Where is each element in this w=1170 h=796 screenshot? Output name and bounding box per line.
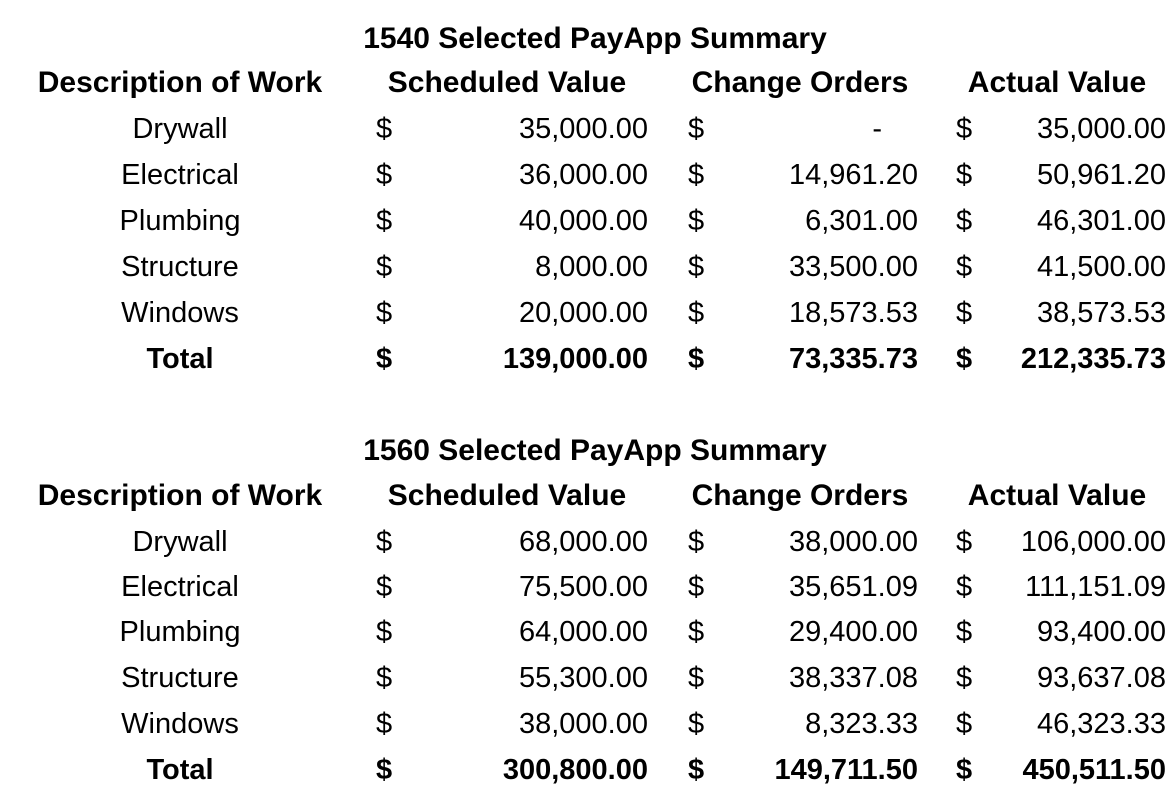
description-cell: Structure	[121, 251, 239, 283]
table-row	[0, 244, 1170, 290]
header-row	[0, 473, 1170, 519]
table-row	[0, 701, 1170, 747]
header-actual-value: Actual Value	[967, 66, 1147, 99]
actual-value-cell: 93,400.00	[1036, 616, 1166, 648]
table-row	[0, 152, 1170, 198]
actual-value-cell: 50,961.20	[1036, 159, 1166, 191]
scheduled-value-cell: 20,000.00	[518, 297, 648, 329]
currency-symbol: $	[376, 159, 393, 191]
total-scheduled-value: 139,000.00	[502, 343, 648, 375]
scheduled-value-cell: 35,000.00	[518, 113, 648, 145]
description-cell: Windows	[121, 708, 239, 740]
scheduled-value-cell: 8,000.00	[535, 251, 648, 283]
currency-symbol: $	[956, 662, 973, 694]
currency-symbol: $	[376, 343, 393, 375]
currency-symbol: $	[376, 662, 393, 694]
currency-symbol: $	[956, 159, 973, 191]
currency-symbol: $	[688, 159, 705, 191]
description-cell: Electrical	[121, 571, 239, 603]
scheduled-value-cell: 55,300.00	[518, 662, 648, 694]
description-cell: Structure	[121, 662, 239, 694]
change-orders-cell: 38,000.00	[788, 526, 918, 558]
currency-symbol: $	[376, 251, 393, 283]
currency-symbol: $	[956, 343, 973, 375]
scheduled-value-cell: 38,000.00	[518, 708, 648, 740]
total-label: Total	[146, 343, 214, 375]
currency-symbol: $	[376, 205, 393, 237]
currency-symbol: $	[688, 708, 705, 740]
change-orders-cell: 29,400.00	[788, 616, 918, 648]
currency-symbol: $	[688, 526, 705, 558]
currency-symbol: $	[688, 754, 705, 786]
header-scheduled-value: Scheduled Value	[387, 66, 627, 99]
scheduled-value-cell: 36,000.00	[518, 159, 648, 191]
header-description: Description of Work	[37, 66, 323, 99]
scheduled-value-cell: 40,000.00	[518, 205, 648, 237]
currency-symbol: $	[376, 526, 393, 558]
currency-symbol: $	[376, 708, 393, 740]
table-row	[0, 290, 1170, 336]
currency-symbol: $	[956, 251, 973, 283]
currency-symbol: $	[956, 708, 973, 740]
change-orders-cell: 6,301.00	[805, 205, 918, 237]
total-change-orders: 73,335.73	[788, 343, 918, 375]
currency-symbol: $	[376, 297, 393, 329]
currency-symbol: $	[376, 754, 393, 786]
actual-value-cell: 46,301.00	[1036, 205, 1166, 237]
actual-value-cell: 111,151.09	[1025, 571, 1166, 603]
currency-symbol: $	[376, 616, 393, 648]
header-change-orders: Change Orders	[691, 66, 909, 99]
header-description: Description of Work	[37, 479, 323, 512]
currency-symbol: $	[956, 526, 973, 558]
currency-symbol: $	[688, 205, 705, 237]
header-actual-value: Actual Value	[967, 479, 1147, 512]
currency-symbol: $	[376, 571, 393, 603]
actual-value-cell: 93,637.08	[1036, 662, 1166, 694]
currency-symbol: $	[956, 205, 973, 237]
description-cell: Electrical	[121, 159, 239, 191]
total-actual-value: 212,335.73	[1020, 343, 1166, 375]
header-scheduled-value: Scheduled Value	[387, 479, 627, 512]
currency-symbol: $	[688, 662, 705, 694]
currency-symbol: $	[688, 571, 705, 603]
currency-symbol: $	[688, 297, 705, 329]
header-change-orders: Change Orders	[691, 479, 909, 512]
currency-symbol: $	[688, 251, 705, 283]
total-label: Total	[146, 754, 214, 786]
currency-symbol: $	[956, 616, 973, 648]
table-row	[0, 564, 1170, 610]
table-title: 1560 Selected PayApp Summary	[363, 434, 827, 467]
change-orders-cell: 33,500.00	[788, 251, 918, 283]
table-row	[0, 106, 1170, 152]
table-row	[0, 609, 1170, 655]
total-change-orders: 149,711.50	[774, 754, 918, 786]
description-cell: Plumbing	[119, 616, 241, 648]
change-orders-cell: 38,337.08	[788, 662, 918, 694]
table-row	[0, 198, 1170, 244]
total-actual-value: 450,511.50	[1022, 754, 1166, 786]
currency-symbol: $	[956, 571, 973, 603]
total-row	[0, 747, 1170, 793]
total-scheduled-value: 300,800.00	[502, 754, 648, 786]
description-cell: Drywall	[132, 526, 228, 558]
actual-value-cell: 41,500.00	[1036, 251, 1166, 283]
actual-value-cell: 35,000.00	[1036, 113, 1166, 145]
scheduled-value-cell: 75,500.00	[518, 571, 648, 603]
table-row	[0, 519, 1170, 565]
description-cell: Windows	[121, 297, 239, 329]
change-orders-cell: -	[872, 113, 882, 145]
header-row	[0, 60, 1170, 106]
table-row	[0, 655, 1170, 701]
currency-symbol: $	[956, 297, 973, 329]
change-orders-cell: 8,323.33	[805, 708, 918, 740]
change-orders-cell: 14,961.20	[788, 159, 918, 191]
currency-symbol: $	[688, 343, 705, 375]
total-row	[0, 336, 1170, 382]
actual-value-cell: 46,323.33	[1036, 708, 1166, 740]
actual-value-cell: 38,573.53	[1036, 297, 1166, 329]
actual-value-cell: 106,000.00	[1020, 526, 1166, 558]
table-title: 1540 Selected PayApp Summary	[363, 22, 827, 55]
description-cell: Plumbing	[119, 205, 241, 237]
currency-symbol: $	[956, 754, 973, 786]
description-cell: Drywall	[132, 113, 228, 145]
scheduled-value-cell: 68,000.00	[518, 526, 648, 558]
currency-symbol: $	[688, 113, 705, 145]
currency-symbol: $	[688, 616, 705, 648]
scheduled-value-cell: 64,000.00	[518, 616, 648, 648]
currency-symbol: $	[376, 113, 393, 145]
currency-symbol: $	[956, 113, 973, 145]
change-orders-cell: 35,651.09	[788, 571, 918, 603]
change-orders-cell: 18,573.53	[788, 297, 918, 329]
